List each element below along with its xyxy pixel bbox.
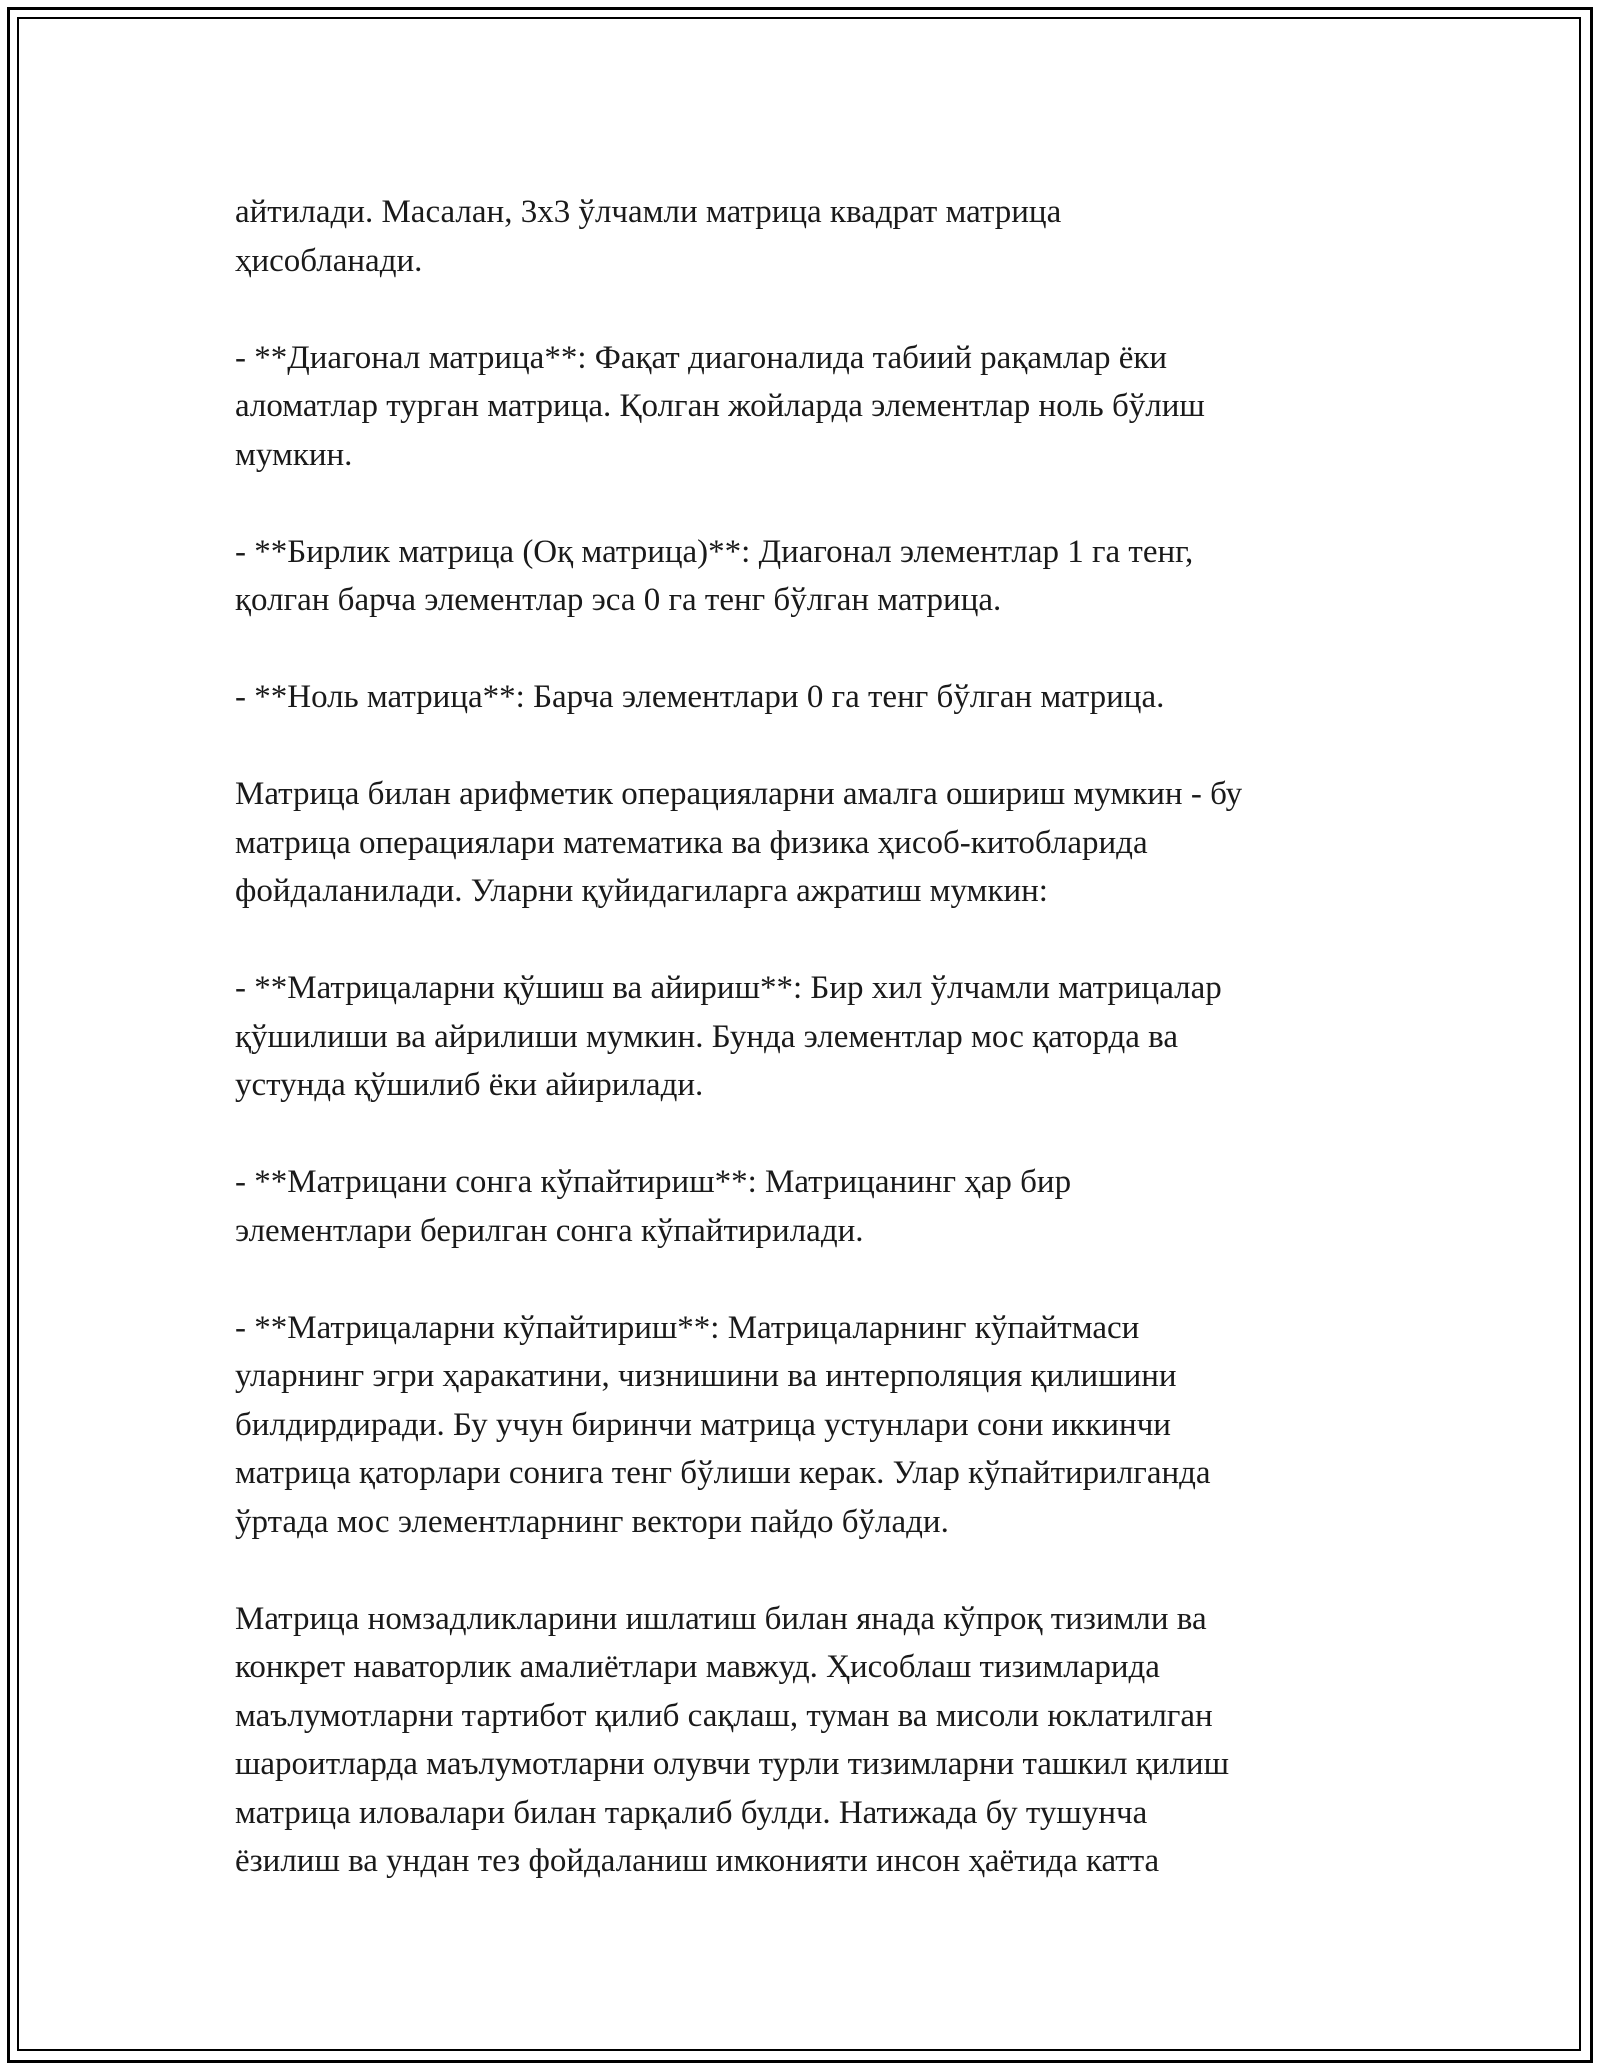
text-line: - **Диагонал матрица**: Фақат диагоналида табиий рақамлар ёки [235, 339, 1168, 376]
text-line: - **Матрицаларни кўпайтириш**: Матрицаларнинг кўпайтмаси [235, 1309, 1140, 1346]
document-body [235, 188, 1415, 1886]
text-line: - **Бирлик матрица (Оқ матрица)**: Диагонал элементлар 1 га тенг, [235, 533, 1194, 570]
text-line: қолган барча элементлар эса 0 га тенг бўлган матрица. [235, 582, 1002, 618]
text-line: шароитларда маълумотларни олувчи турли тизимларни ташкил қилиш [235, 1746, 1229, 1782]
paragraph [235, 1158, 1415, 1255]
text-line: аломатлар турган матрица. Қолган жойларда элементлар ноль бўлиш [235, 388, 1205, 424]
text-line: - **Ноль матрица**: Барча элементлари 0 га тенг бўлган матрица. [235, 679, 1165, 715]
text-line: ҳисобланади. [235, 242, 423, 279]
text-line: - **Матрицани сонга кўпайтириш**: Матрицанинг ҳар бир [235, 1164, 1072, 1200]
text-line: маълумотларни тартибот қилиб сақлаш, туман ва мисоли юклатилган [235, 1697, 1213, 1734]
text-line: ёзилиш ва ундан тез фойдаланиш имконияти инсон ҳаётида катта [235, 1843, 1160, 1879]
paragraph [235, 188, 1415, 285]
text-line: устунда қўшилиб ёки айирилади. [235, 1067, 704, 1103]
text-line: матрица операциялари математика ва физика ҳисоб-китобларида [235, 824, 1148, 861]
text-line: мумкин. [235, 436, 353, 473]
paragraph [235, 334, 1415, 480]
paragraph [235, 964, 1415, 1110]
text-line: билдирдиради. Бу учун биринчи матрица устунлари сони иккинчи [235, 1406, 1171, 1443]
paragraph [235, 770, 1415, 916]
text-line: ўртада мос элементларнинг вектори пайдо бўлади. [235, 1503, 949, 1540]
text-line: Матрица номзадликларини ишлатиш билан янада кўпроқ тизимли ва [235, 1600, 1207, 1637]
paragraph [235, 1304, 1415, 1547]
text-line: Матрица билан арифметик операцияларни амалга ошириш мумкин - бу [235, 776, 1243, 812]
text-line: фойдаланилади. Уларни қуйидагиларга ажратиш мумкин: [235, 873, 1048, 909]
text-line: айтилади. Масалан, 3x3 ўлчамли матрица квадрат матрица [235, 194, 1062, 230]
text-line: матрица қаторлари сонига тенг бўлиши керак. Улар кўпайтирилганда [235, 1455, 1211, 1491]
text-line: қўшилиши ва айрилиши мумкин. Бунда элементлар мос қаторда ва [235, 1018, 1178, 1055]
text-line: конкрет наваторлик амалиётлари мавжуд. Ҳисоблаш тизимларида [235, 1649, 1160, 1685]
paragraph [235, 1595, 1415, 1886]
paragraph [235, 673, 1415, 722]
paragraph [235, 528, 1415, 625]
text-line: элементлари берилган сонга кўпайтирилади. [235, 1212, 864, 1249]
text-line: - **Матрицаларни қўшиш ва айириш**: Бир хил ўлчамли матрицалар [235, 970, 1222, 1006]
text-line: уларнинг эгри ҳаракатини, чизнишини ва интерполяция қилишини [235, 1358, 1177, 1394]
text-line: матрица иловалари билан тарқалиб булди. Натижада бу тушунча [235, 1794, 1148, 1831]
